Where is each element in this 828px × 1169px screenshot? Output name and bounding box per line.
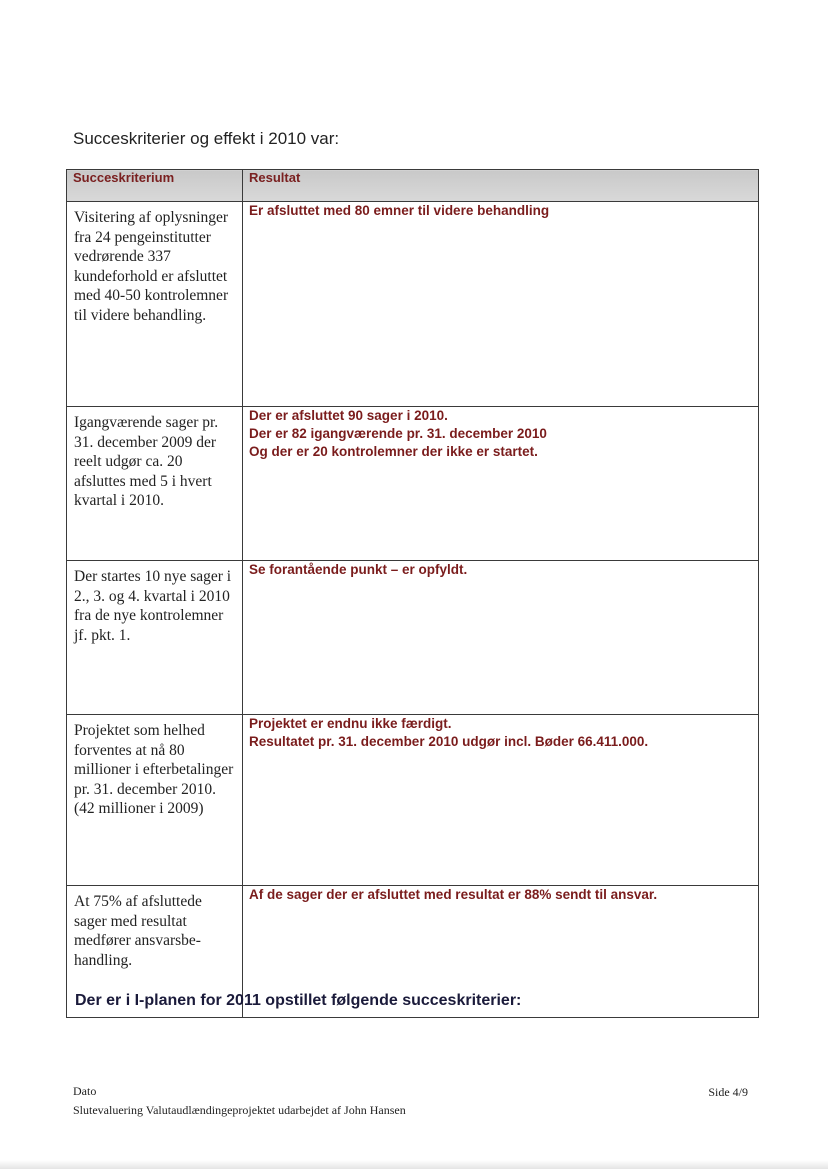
- intro-heading: Succeskriterier og effekt i 2010 var:: [73, 129, 340, 148]
- page-number: Side 4/9: [708, 1085, 748, 1099]
- criterion-cell: Projektet som helhed forventes at nå 80 millioner i efterbetalinger pr. 31. december 2010.(42 millioner i 2009): [67, 715, 243, 886]
- header-criterion: Succeskriterium: [67, 170, 243, 202]
- result-line: Er afsluttet med 80 emner til videre behandling: [249, 203, 550, 218]
- result-line: Projektet er endnu ikke færdigt.: [249, 716, 452, 731]
- result-cell: [243, 561, 759, 715]
- table-header-row: [67, 170, 759, 202]
- footer-info: [73, 1082, 406, 1120]
- table-row: [67, 407, 759, 561]
- footer-document-line: Slutevaluering Valutaudlændingeprojektet udarbejdet af John Hansen: [73, 1103, 406, 1117]
- criteria-table: [66, 169, 759, 1018]
- criterion-cell: Der startes 10 nye sager i 2., 3. og 4. kvartal i 2010 fra de nye kontrolemner jf. pkt. 1.: [67, 561, 243, 715]
- result-line: Der er afsluttet 90 sager i 2010.: [249, 408, 448, 423]
- result-cell: [243, 715, 759, 886]
- result-cell: [243, 202, 759, 407]
- outro-heading: Der er i I-planen for 2011 opstillet følgende succeskriterier:: [75, 992, 522, 1009]
- result-line: Af de sager der er afsluttet med resultat er 88% sendt til ansvar.: [249, 887, 658, 902]
- footer-date-label: Dato: [73, 1084, 97, 1098]
- header-result: Resultat: [243, 170, 759, 202]
- table-row: [67, 561, 759, 715]
- result-line: Se forantående punkt – er opfyldt.: [249, 562, 468, 577]
- result-line: Der er 82 igangværende pr. 31. december 2010: [249, 426, 547, 441]
- table-row: [67, 202, 759, 407]
- criterion-cell: Igangværende sager pr. 31. december 2009 der reelt udgør ca. 20 afsluttes med 5 i hvert kvartal i 2010.: [67, 407, 243, 561]
- result-line: Resultatet pr. 31. december 2010 udgør incl. Bøder 66.411.000.: [249, 734, 649, 749]
- table-row: [67, 715, 759, 886]
- criterion-cell: Visitering af oplysninger fra 24 pengeinstitutter vedrørende 337 kundeforhold er afsluttet med 40-50 kontrolemner til videre behandling.: [67, 202, 243, 407]
- scan-edge: [0, 1160, 828, 1169]
- result-line: Og der er 20 kontrolemner der ikke er startet.: [249, 444, 538, 459]
- criterion-cell: At 75% af afsluttede sager med resultat medfører ansvarsbe-handling.: [67, 886, 243, 1018]
- result-cell: [243, 407, 759, 561]
